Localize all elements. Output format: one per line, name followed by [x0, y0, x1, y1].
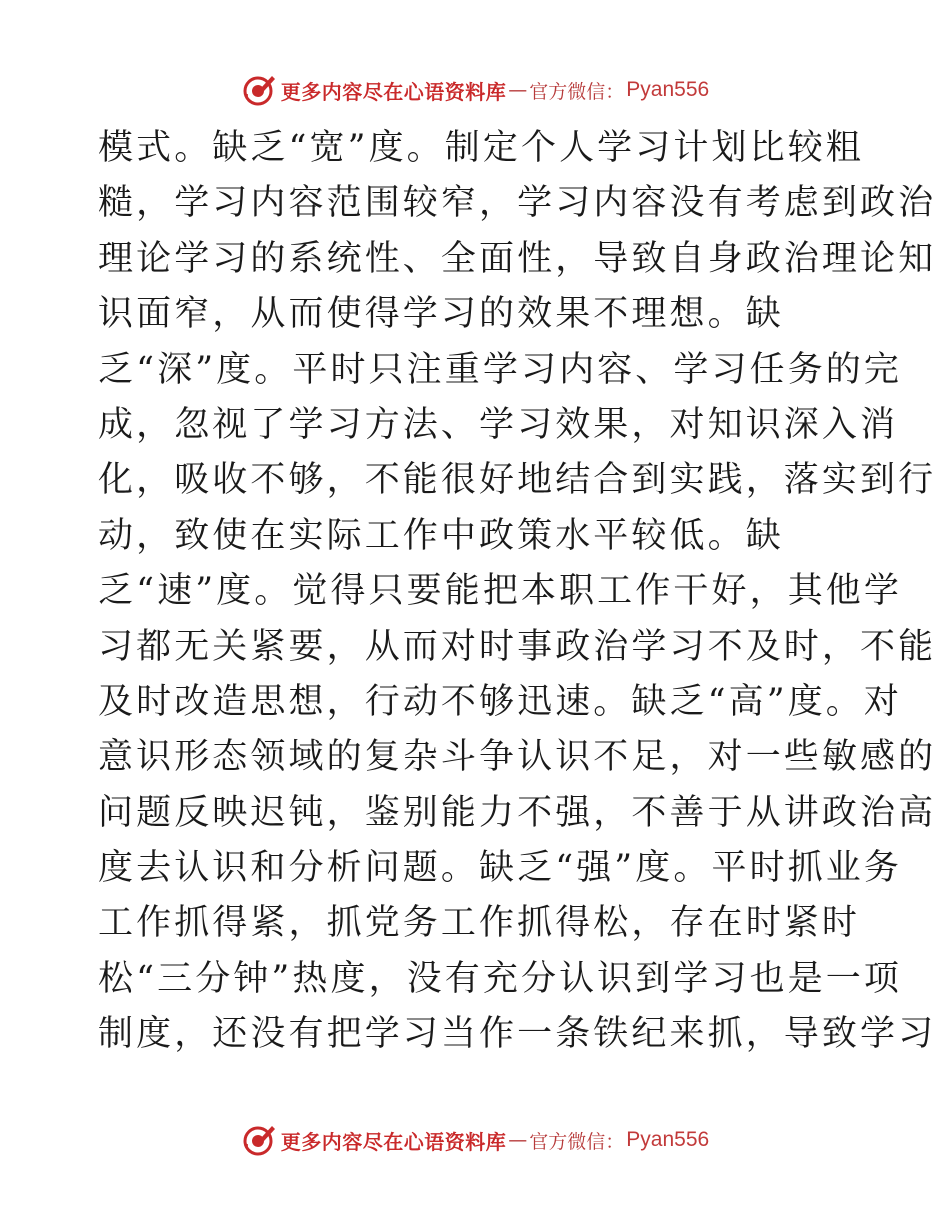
header-banner-subtitle: 官方微信：	[529, 80, 625, 103]
body-line-8: 动，致使在实际工作中政策水平较低。缺	[98, 515, 784, 556]
body-line-10: 习都无关紧要，从而对时事政治学习不及时，不能	[98, 626, 937, 667]
pen-logo-icon	[241, 1122, 277, 1158]
body-line-2: 糙，学习内容范围较窄，学习内容没有考虑到政治	[98, 183, 937, 224]
body-line-15: 工作抓得紧，抓党务工作抓得松，存在时紧时	[98, 903, 861, 944]
body-line-13: 问题反映迟钝，鉴别能力不强，不善于从讲政治高	[98, 792, 937, 833]
footer-banner	[0, 1120, 950, 1160]
body-line-7: 化，吸收不够，不能很好地结合到实践，落实到行	[98, 460, 937, 501]
body-line-12: 意识形态领域的复杂斗争认识不足，对一些敏感的	[98, 737, 937, 778]
body-line-9: 乏“速”度。觉得只要能把本职工作干好，其他学	[98, 571, 902, 612]
body-line-6: 成，忽视了学习方法、学习效果，对知识深入消	[98, 404, 899, 445]
pen-logo-icon	[241, 72, 277, 108]
body-line-5: 乏“深”度。平时只注重学习内容、学习任务的完	[98, 349, 902, 390]
body-line-17: 制度，还没有把学习当作一条铁纪来抓，导致学习	[98, 1014, 937, 1055]
header-wechat-id: Pyan556	[626, 78, 710, 101]
body-line-11: 及时改造思想，行动不够迅速。缺乏“高”度。对	[98, 681, 902, 722]
document-body	[98, 121, 937, 1063]
body-line-4: 识面窄，从而使得学习的效果不理想。缺	[98, 294, 784, 335]
footer-banner-dash: —	[508, 1129, 528, 1151]
header-banner-dash: —	[508, 79, 528, 101]
header-banner-title: 更多内容尽在心语资料库	[280, 79, 507, 104]
footer-wechat-id: Pyan556	[626, 1128, 710, 1151]
body-line-14: 度去认识和分析问题。缺乏“强”度。平时抓业务	[98, 848, 902, 889]
body-line-1: 模式。缺乏“宽”度。制定个人学习计划比较粗	[98, 128, 864, 168]
body-line-3: 理论学习的系统性、全面性，导致自身政治理论知	[98, 238, 937, 279]
footer-banner-subtitle: 官方微信：	[529, 1130, 625, 1153]
header-banner	[0, 70, 950, 110]
body-line-16: 松“三分钟”热度，没有充分认识到学习也是一项	[98, 958, 902, 999]
footer-banner-title: 更多内容尽在心语资料库	[280, 1129, 507, 1154]
